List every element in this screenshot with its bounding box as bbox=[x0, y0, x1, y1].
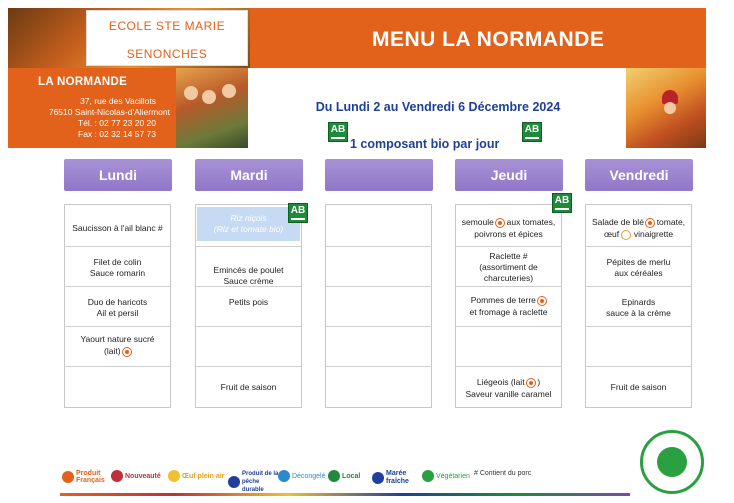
menu-item: Sauce crème bbox=[223, 276, 274, 286]
day-header-mardi: Mardi bbox=[195, 159, 303, 191]
produit-francais-icon bbox=[538, 297, 546, 305]
menu-item: (lait) bbox=[65, 346, 170, 357]
bio-note: 1 composant bio par jour bbox=[350, 137, 500, 151]
provider-tel: Tél. : 02 77 23 20 20 bbox=[78, 118, 156, 128]
children-photo bbox=[176, 68, 248, 148]
menu-item: sauce à la crème bbox=[606, 308, 671, 318]
snowflake-icon bbox=[278, 470, 290, 482]
legend-vegetarien: Végétarien bbox=[422, 470, 470, 482]
menu-column-lundi bbox=[64, 204, 171, 408]
provider-panel bbox=[8, 68, 176, 148]
legend-oeuf-plein-air: Œuf plein air bbox=[168, 470, 224, 482]
school-name-box bbox=[86, 10, 248, 66]
organic-ab-logo-icon: AB bbox=[288, 203, 308, 223]
menu-item: et fromage à raclette bbox=[469, 307, 548, 317]
oeuf-plein-air-icon bbox=[168, 470, 180, 482]
legend-produit-francais: Produit Français bbox=[62, 470, 105, 484]
menu-item: Epinards bbox=[621, 297, 656, 307]
menu-item: Duo de haricots bbox=[87, 297, 148, 307]
produit-francais-icon bbox=[62, 471, 74, 483]
day-header-lundi: Lundi bbox=[64, 159, 172, 191]
provider-address1: 37, rue des Vacillots bbox=[80, 96, 156, 106]
legend-nouveaute: Nouveauté bbox=[111, 470, 161, 482]
menu-item: (assortiment de bbox=[479, 262, 538, 272]
produit-francais-icon bbox=[646, 219, 654, 227]
autumn-photo bbox=[626, 68, 706, 148]
nouveaute-icon bbox=[111, 470, 123, 482]
menu-item: Fruit de saison bbox=[610, 382, 667, 392]
day-header-mercredi bbox=[325, 159, 433, 191]
legend-peche-durable: Produit de la pêche durable bbox=[228, 470, 282, 494]
oeuf-plein-air-icon bbox=[621, 230, 631, 240]
bio-highlight-cell bbox=[197, 207, 300, 241]
school-town: SENONCHES bbox=[126, 47, 208, 61]
menu-item: aux céréales bbox=[614, 268, 663, 278]
school-name: ECOLE STE MARIE bbox=[108, 19, 226, 33]
provider-fax: Fax : 02 32 14 57 73 bbox=[78, 129, 156, 139]
menu-item: Emincés de poulet bbox=[213, 265, 284, 275]
menu-item: poivrons et épices bbox=[474, 229, 543, 239]
menu-column-mercredi bbox=[325, 204, 432, 408]
menu-item: Pépites de merlu bbox=[606, 257, 671, 267]
menu-item: Pommes de terre bbox=[456, 295, 561, 306]
fish-icon bbox=[372, 472, 384, 484]
produit-francais-icon bbox=[123, 348, 131, 356]
fish-icon bbox=[228, 476, 240, 488]
day-header-jeudi: Jeudi bbox=[455, 159, 563, 191]
menu-item: Saucisson à l'ail blanc # bbox=[72, 223, 163, 233]
menu-item: Petits pois bbox=[228, 297, 269, 307]
header-band bbox=[250, 8, 706, 68]
menu-item: Saveur vanille caramel bbox=[465, 389, 552, 399]
legend-local: Local bbox=[328, 470, 360, 482]
menu-item: Ail et persil bbox=[96, 308, 139, 318]
produit-francais-icon bbox=[527, 379, 535, 387]
leaf-icon bbox=[422, 470, 434, 482]
organic-ab-logo-icon: AB bbox=[328, 122, 348, 142]
menu-column-mardi bbox=[195, 204, 306, 408]
menu-item: semoule aux tomates, bbox=[461, 217, 556, 227]
menu-item: Liégeois (lait ) bbox=[476, 377, 541, 387]
produit-francais-icon bbox=[496, 219, 504, 227]
day-header-vendredi: Vendredi bbox=[585, 159, 693, 191]
legend-contient-porc: # Contient du porc bbox=[474, 470, 532, 477]
provider-name: LA NORMANDE bbox=[38, 76, 128, 88]
menu-item: Fruit de saison bbox=[220, 382, 277, 392]
menu-column-jeudi bbox=[455, 195, 570, 408]
menu-item: Salade de blé tomate, bbox=[591, 217, 686, 227]
menu-column-vendredi bbox=[585, 204, 692, 408]
legend-maree-fraiche: Marée fraîche bbox=[372, 470, 420, 486]
menu-item: œuf vinaigrette bbox=[603, 229, 674, 239]
menu-dates: Du Lundi 2 au Vendredi 6 Décembre 2024 bbox=[315, 100, 561, 114]
provider-address2: 76510 Saint-Nicolas-d'Aliermont bbox=[48, 107, 170, 117]
menu-item: Sauce romarin bbox=[89, 268, 146, 278]
menu-item: Yaourt nature sucré bbox=[80, 334, 155, 344]
menu-item: Filet de colin bbox=[93, 257, 142, 267]
menu-item: charcuteries) bbox=[483, 273, 534, 283]
local-icon bbox=[328, 470, 340, 482]
organic-ab-logo-icon: AB bbox=[522, 122, 542, 142]
organic-ab-logo-icon: AB bbox=[552, 193, 572, 213]
menu-item: Raclette # bbox=[489, 251, 528, 261]
la-normande-logo-icon bbox=[640, 430, 704, 494]
menu-item: Riz niçois bbox=[230, 213, 267, 223]
page-title: MENU LA NORMANDE bbox=[372, 28, 605, 51]
legend-decongele: Décongelé bbox=[278, 470, 325, 482]
menu-item: (Riz et tomate bio) bbox=[213, 224, 284, 234]
footer-color-bar bbox=[60, 493, 630, 496]
